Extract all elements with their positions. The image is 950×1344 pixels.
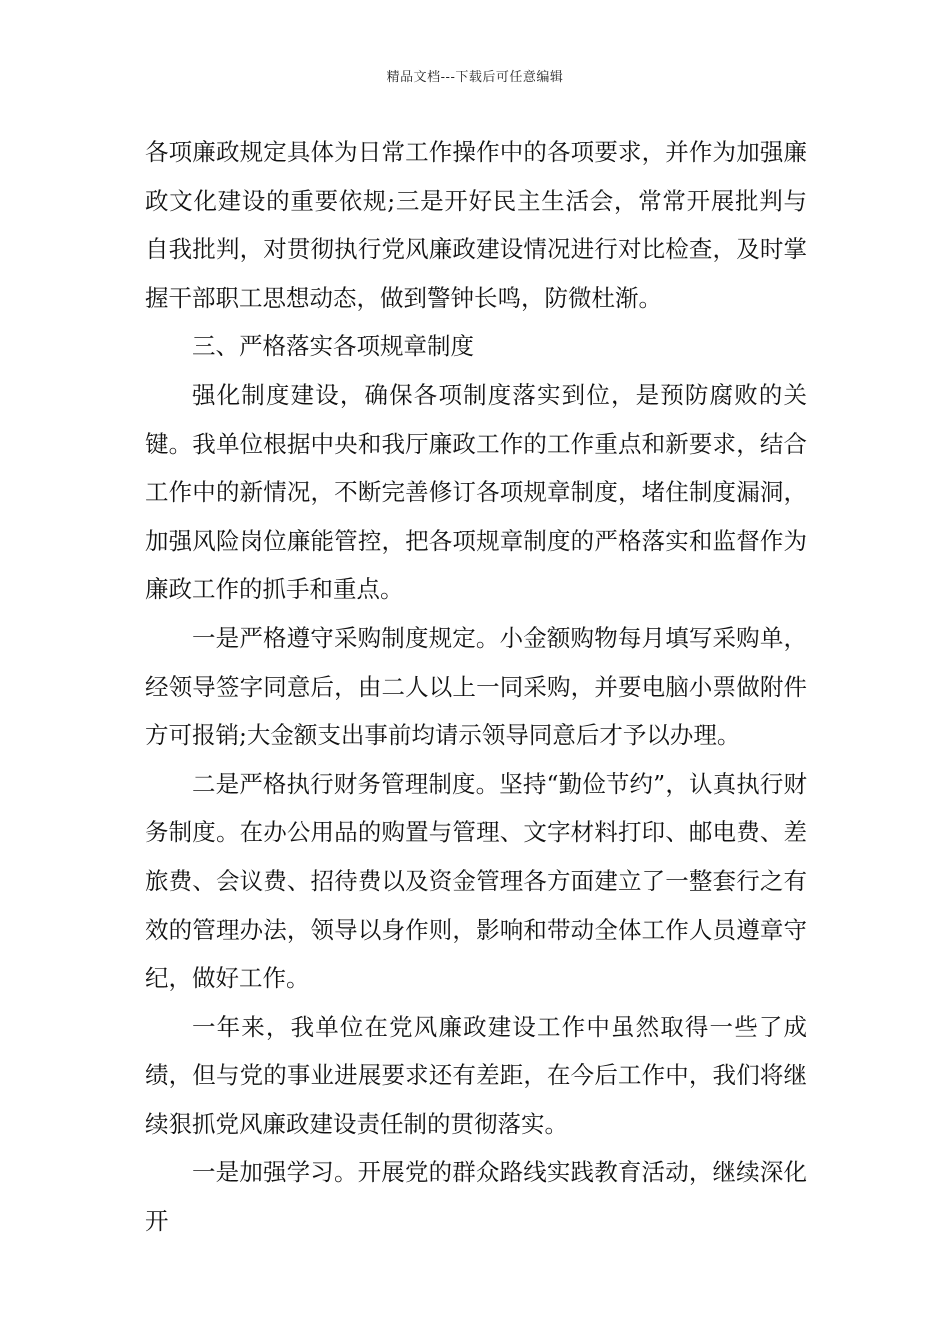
paragraph: 一是加强学习。开展党的群众路线实践教育活动，继续深化开 [145, 1158, 807, 1236]
section-heading: 三、严格落实各项规章制度 [192, 332, 474, 361]
paragraph-continuation: 各项廉政规定具体为日常工作操作中的各项要求，并作为加强廉政文化建设的重要依规;三是开好民主生活会，常常开展批判与自我批判，对贯彻执行党风廉政建设情况进行对比检查，及时掌握干部职工思想动态，做到警钟长鸣，防微杜渐。 [145, 138, 807, 312]
paragraph: 一是严格遵守采购制度规定。小金额购物每月填写采购单，经领导签字同意后，由二人以上一同采购，并要电脑小票做附件方可报销;大金额支出事前均请示领导同意后才予以办理。 [145, 623, 807, 750]
document-body [145, 128, 807, 1246]
paragraph: 二是严格执行财务管理制度。坚持“勤俭节约”，认真执行财务制度。在办公用品的购置与管理、文字材料打印、邮电费、差旅费、会议费、招待费以及资金管理各方面建立了一整套行之有效的管理办法，领导以身作则，影响和带动全体工作人员遵章守纪，做好工作。 [145, 769, 807, 993]
paragraph: 一年来，我单位在党风廉政建设工作中虽然取得一些了成绩，但与党的事业进展要求还有差距，在今后工作中，我们将继续狠抓党风廉政建设责任制的贯彻落实。 [145, 1012, 807, 1138]
paragraph: 强化制度建设，确保各项制度落实到位，是预防腐败的关键。我单位根据中央和我厅廉政工作的工作重点和新要求，结合工作中的新情况，不断完善修订各项规章制度，堵住制度漏洞，加强风险岗位廉能管控，把各项规章制度的严格落实和监督作为廉政工作的抓手和重点。 [145, 380, 807, 604]
page-header: 精品文档---下载后可任意编辑 [386, 70, 564, 85]
